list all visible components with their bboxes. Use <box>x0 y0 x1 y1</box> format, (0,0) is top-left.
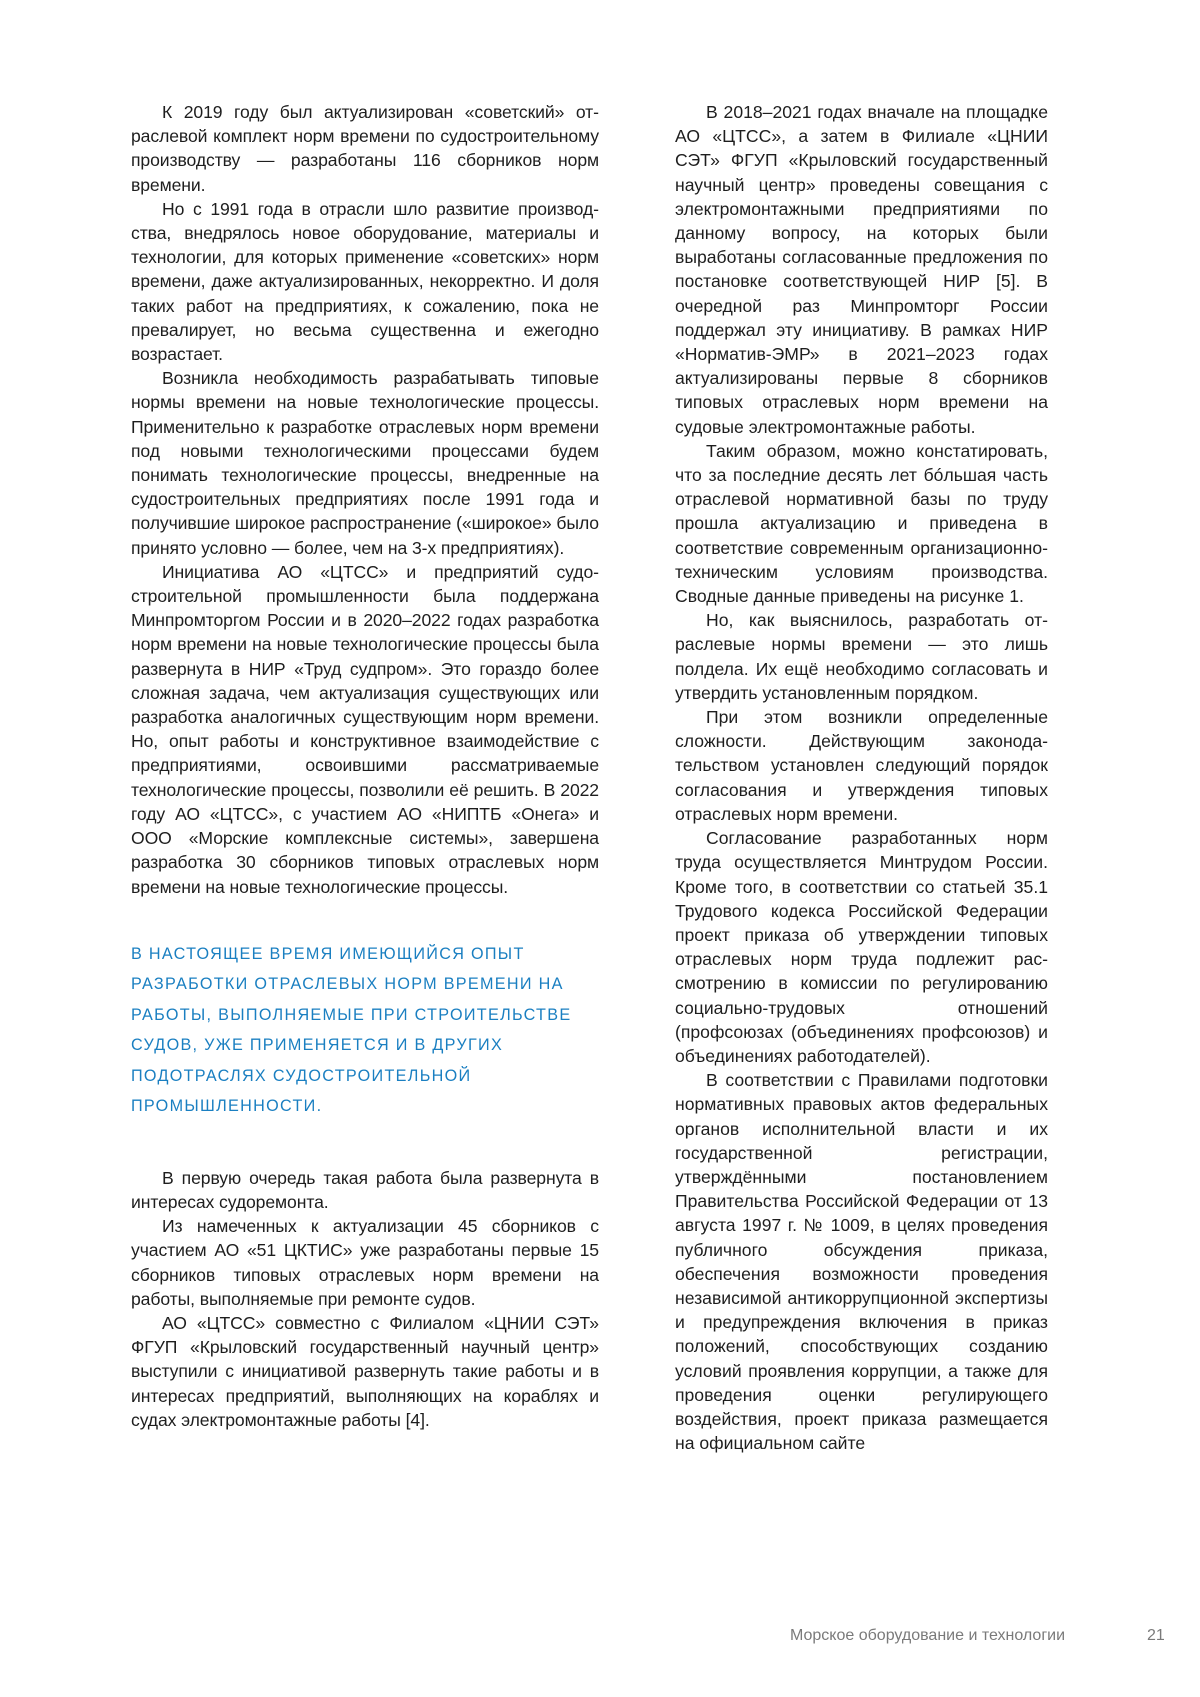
paragraph: Из намеченных к актуализации 45 сборников с участием АО «51 ЦКТИС» уже разработаны первые 15 сборников типовых отраслевых норм времени на работы, выполняемые при ремонте судов. <box>131 1216 599 1309</box>
paragraph: В 2018–2021 годах вначале на площадке АО «ЦТСС», а затем в Филиале «ЦНИИ СЭТ» ФГУП «Крыловский государственный научный центр» проведены совещания с электромонтажными предприятиями по данному вопросу, на которых были выработаны согласованные предложения по постановке соответствующей НИР [5]. В очередной раз Минпромторг России поддержал эту инициативу. В рамках НИР «Норматив-ЭМР» в 2021–2023 годах актуализированы первые 8 сборников типовых отраслевых норм времени на судовые электромонтажные работы. <box>675 102 1048 437</box>
paragraph: К 2019 году был актуализирован «советский» отраслевой комплект норм времени по судостроительному производству — разработаны 116 сборников норм времени. <box>131 102 599 195</box>
footer-journal-title: Морское оборудование и технологии <box>790 1627 1066 1644</box>
pull-quote-callout: В НАСТОЯЩЕЕ ВРЕМЯ ИМЕЮЩИЙСЯ ОПЫТ РАЗРАБОТКИ ОТРАСЛЕВЫХ НОРМ ВРЕМЕНИ НА РАБОТЫ, ВЫПОЛНЯЕМЫЕ ПРИ СТРОИТЕЛЬСТВЕ СУДОВ, УЖЕ ПРИМЕНЯЕТСЯ И В ДРУГИХ ПОДОТРАСЛЯХ СУДОСТРОИТЕЛЬНОЙ ПРОМЫШЛЕННОСТИ. <box>131 944 572 1116</box>
paragraph: АО «ЦТСС» совместно с Филиалом «ЦНИИ СЭТ» ФГУП «Крыловский государственный научный центр» выступили с инициативой развернуть такие работы и в интересах предприятий, выполняющих на кораблях и судах электромонтажные работы [4]. <box>131 1312 599 1430</box>
paragraph: Возникла необходимость разрабатывать типовые нормы времени на новые технологические процессы. Применительно к разработке отраслевых норм времени под новыми технологическими процессами будем понимать технологические процессы, внедренные на судостроительных предприятиях после 1991 года и получившие широкое распространение («широкое» было принято условно — более, чем на 3-х предприятиях). <box>131 368 599 558</box>
footer-page-number: 21 <box>1147 1627 1165 1644</box>
paragraph: Таким образом, можно констатировать, что за последние десять лет бóльшая часть отраслевой нормативной базы по труду прошла актуализацию и приведена в соответствие современным организационно-техническим условиям производства. Сводные данные приведены на рисунке 1. <box>675 440 1048 607</box>
right-column <box>675 100 1048 1455</box>
paragraph: Но, как выяснилось, разработать отраслевые нормы времени — это лишь полдела. Их ещё необходимо согласовать и утвердить установленным порядком. <box>675 610 1048 703</box>
left-column <box>131 100 599 1432</box>
paragraph: Но с 1991 года в отрасли шло развитие производства, внедрялось новое оборудование, материалы и технологии, для которых применение «советских» норм времени, даже актуализированных, некорректно. И доля таких работ на предприятиях, к сожалению, пока не превалирует, но весьма существенна и ежегодно возрастает. <box>131 198 599 365</box>
paragraph: В первую очередь такая работа была развернута в интересах судоремонта. <box>131 1167 599 1212</box>
paragraph: В соответствии с Правилами подготовки нормативных правовых актов федеральных органов исполнительной власти и их государственной регистрации, утверждёнными постановлением Правительства Российской Федерации от 13 августа 1997 г. № 1009, в целях проведения публичного обсуждения приказа, обеспечения возможности проведения независимой антикоррупционной экспертизы и предупреждения включения в приказ положений, способствующих созданию условий проявления коррупции, а также для проведения оценки регулирующего воздействия, проект приказа размещается на официальном сайте <box>675 1070 1048 1454</box>
paragraph: Согласование разработанных норм труда осуществляется Минтрудом России. Кроме того, в соответствии со статьей 35.1 Трудового кодекса Российской Федерации проект приказа об утверждении типовых отраслевых норм труда подлежит рассмотрению в комиссии по регулированию социально-трудовых отношений (профсоюзах (объединениях профсоюзов) и объединениях работодателей). <box>675 828 1048 1066</box>
paragraph: Инициатива АО «ЦТСС» и предприятий судостроительной промышленности была поддержана Минпромторгом России и в 2020–2022 годах разработка норм времени на новые технологические процессы была развернута в НИР «Труд судпром». Это гораздо более сложная задача, чем актуализация существующих или разработка аналогичных существующим норм времени. Но, опыт работы и конструктивное взаимодействие с предприятиями, освоившими рассматриваемые технологические процессы, позволили её решить. В 2022 году АО «ЦТСС», с участием АО «НИПТБ «Онега» и ООО «Морские комплексные системы», завершена разработка 30 сборников типовых отраслевых норм времени на новые технологические процессы. <box>131 561 599 897</box>
paragraph: При этом возникли определенные сложности. Действующим законодательством установлен следующий порядок согласования и утверждения типовых отраслевых норм времени. <box>675 707 1048 824</box>
